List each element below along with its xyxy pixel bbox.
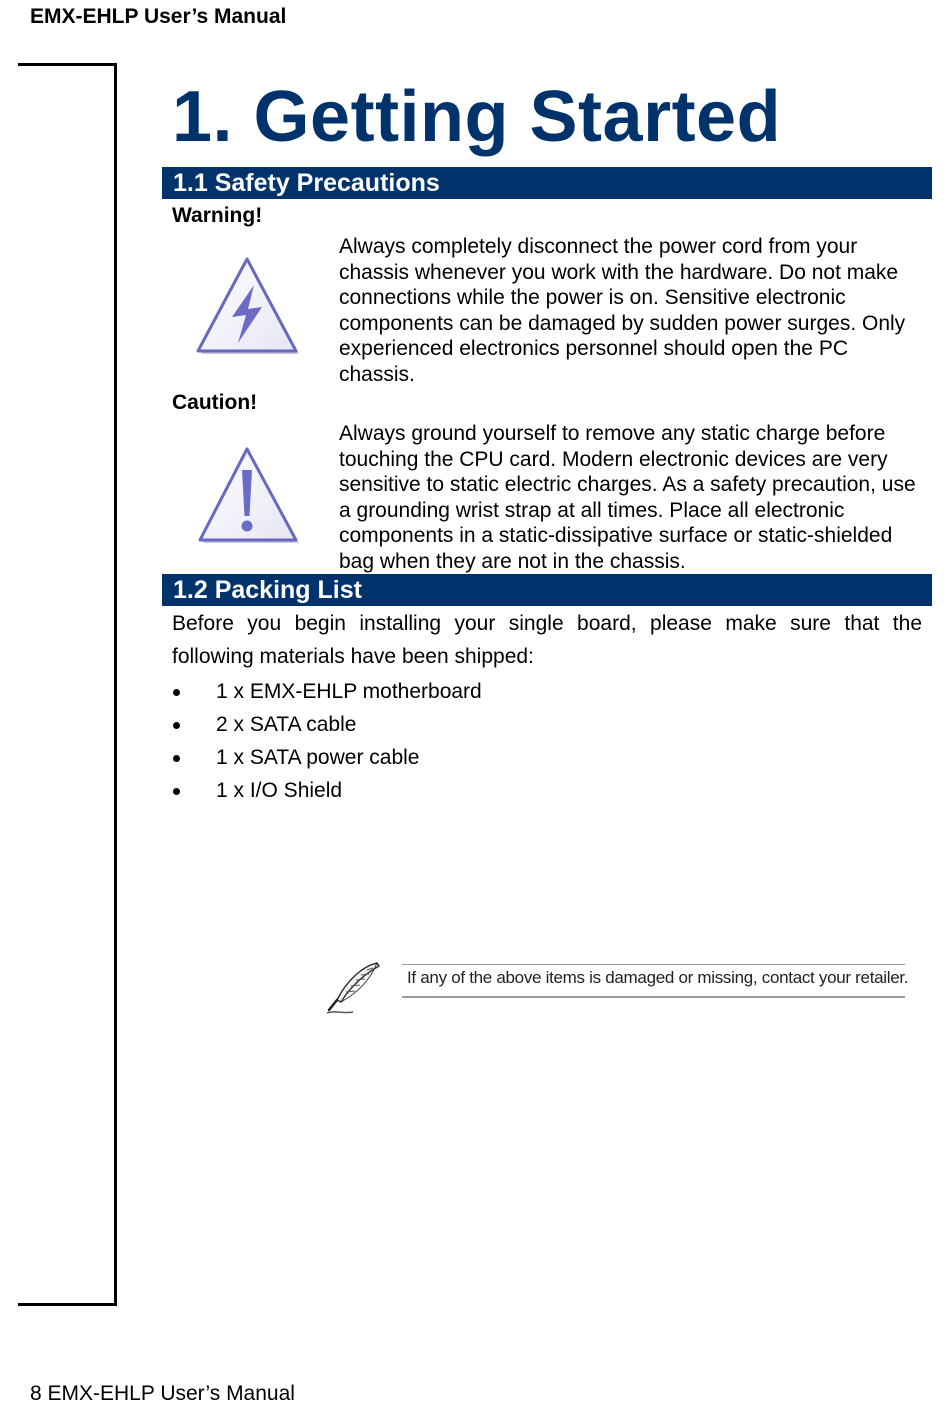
bullet-icon: [173, 788, 180, 795]
warning-label: Warning!: [172, 204, 263, 227]
packing-intro-line-1: Before you begin installing your single board, please make sure that the: [172, 612, 922, 635]
note-text: If any of the above items is damaged or missing, contact your retailer.: [407, 968, 909, 987]
exclamation-warning-icon: [197, 446, 303, 551]
caution-label: Caution!: [172, 391, 258, 414]
list-item: 1 x I/O Shield: [172, 774, 482, 807]
warning-text: Always completely disconnect the power cord from your chassis whenever you work with the hardware. Do not make connections while the power is on. Sensitive electronic components can be damaged by sudden power surges. Only experienced electronics personnel should open the PC chassis.: [339, 235, 906, 386]
running-header: EMX-EHLP User’s Manual: [30, 5, 287, 28]
page-margin-frame: [18, 63, 117, 1306]
electric-warning-icon: [194, 255, 300, 362]
bullet-icon: [173, 689, 180, 696]
caution-text: Always ground yourself to remove any static charge before touching the CPU card. Modern electronic devices are very sensitive to static electric charges. As a safety precaution, use a grounding wrist strap at all times. Place all electronic components in a static-dissipative surface or static-shielded bag when they are not in the chassis.: [339, 422, 916, 573]
bullet-icon: [173, 722, 180, 729]
packing-list: [172, 675, 482, 807]
section-heading-packing: 1.2 Packing List: [162, 574, 932, 606]
chapter-title: 1. Getting Started: [172, 77, 782, 157]
bullet-icon: [173, 755, 180, 762]
packing-intro-line-2: following materials have been shipped:: [172, 645, 534, 668]
list-item: 1 x SATA power cable: [172, 741, 482, 774]
page-footer: 8 EMX-EHLP User’s Manual: [30, 1382, 295, 1405]
list-item: 1 x EMX-EHLP motherboard: [172, 675, 482, 708]
section-heading-safety: 1.1 Safety Precautions: [162, 167, 932, 199]
note-divider-bottom: [402, 996, 905, 998]
note-divider-top: [402, 964, 905, 965]
quill-pen-icon: [323, 960, 383, 1023]
list-item: 2 x SATA cable: [172, 708, 482, 741]
packing-intro: [172, 607, 922, 673]
